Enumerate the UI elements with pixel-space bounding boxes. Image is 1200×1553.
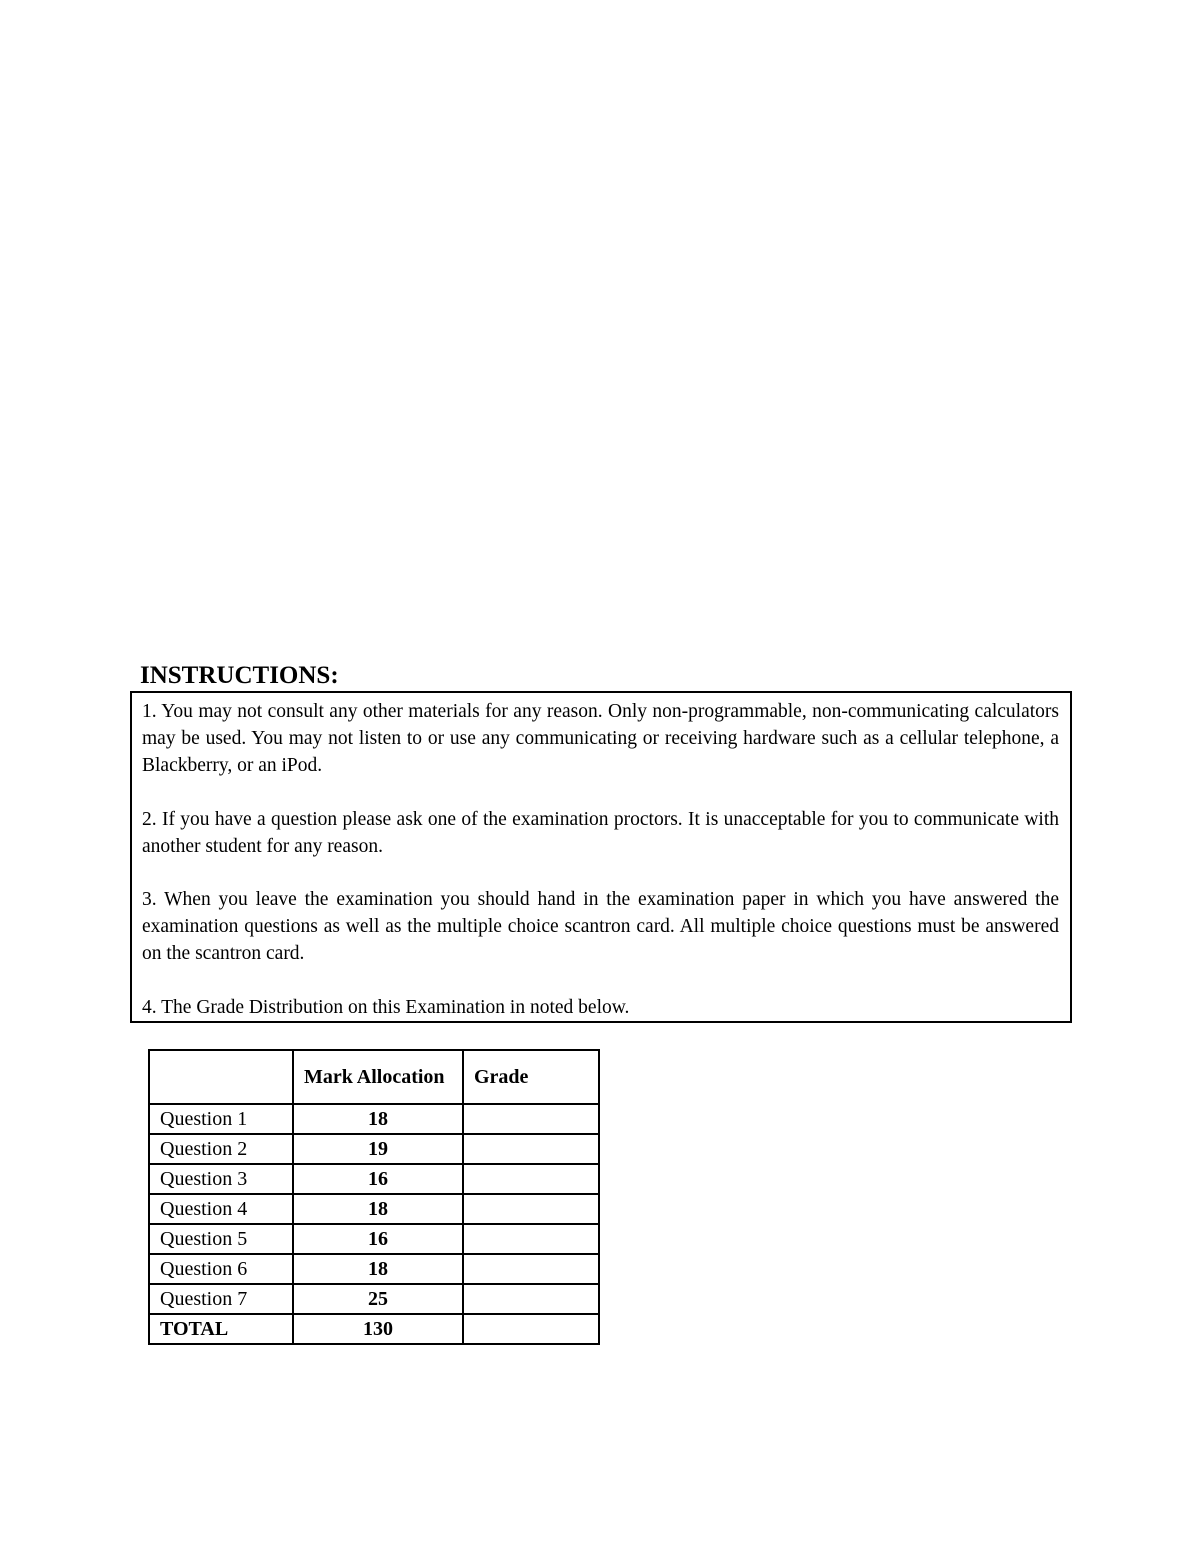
table-row — [149, 1224, 599, 1254]
row-label: Question 4 — [149, 1194, 293, 1224]
row-grade-cell — [463, 1104, 599, 1134]
instructions-box — [130, 691, 1072, 1023]
grade-distribution-table — [148, 1049, 600, 1345]
table-row — [149, 1134, 599, 1164]
total-grade-cell — [463, 1314, 599, 1344]
row-grade-cell — [463, 1164, 599, 1194]
row-mark: 16 — [293, 1224, 463, 1254]
table-row — [149, 1164, 599, 1194]
instructions-heading: INSTRUCTIONS: — [140, 662, 339, 689]
row-label: Question 2 — [149, 1134, 293, 1164]
total-mark: 130 — [293, 1314, 463, 1344]
row-label: Question 7 — [149, 1284, 293, 1314]
instruction-item-2: 2. If you have a question please ask one of the examination proctors. It is unacceptable for you to communicate with another student for any reason. — [142, 809, 1059, 857]
header-blank — [149, 1050, 293, 1104]
table-row-total — [149, 1314, 599, 1344]
table-row — [149, 1104, 599, 1134]
row-grade-cell — [463, 1224, 599, 1254]
row-label: Question 6 — [149, 1254, 293, 1284]
row-mark: 19 — [293, 1134, 463, 1164]
table-row — [149, 1194, 599, 1224]
instruction-item-4: 4. The Grade Distribution on this Examination in noted below. — [142, 997, 630, 1018]
row-mark: 16 — [293, 1164, 463, 1194]
table-row — [149, 1254, 599, 1284]
instruction-item-3: 3. When you leave the examination you should hand in the examination paper in which you have answered the examination questions as well as the multiple choice scantron card. All multiple choice questions must be answered on the scantron card. — [142, 889, 1059, 964]
row-label: Question 1 — [149, 1104, 293, 1134]
table-header-row — [149, 1050, 599, 1104]
header-grade: Grade — [463, 1050, 599, 1104]
row-mark: 25 — [293, 1284, 463, 1314]
table-row — [149, 1284, 599, 1314]
row-grade-cell — [463, 1194, 599, 1224]
row-grade-cell — [463, 1254, 599, 1284]
row-grade-cell — [463, 1284, 599, 1314]
row-label: Question 3 — [149, 1164, 293, 1194]
header-mark-allocation: Mark Allocation — [293, 1050, 463, 1104]
total-label: TOTAL — [149, 1314, 293, 1344]
row-grade-cell — [463, 1134, 599, 1164]
row-label: Question 5 — [149, 1224, 293, 1254]
row-mark: 18 — [293, 1194, 463, 1224]
row-mark: 18 — [293, 1254, 463, 1284]
row-mark: 18 — [293, 1104, 463, 1134]
instruction-item-1: 1. You may not consult any other materials for any reason. Only non-programmable, non-communicating calculators may be used. You may not listen to or use any communicating or receiving hardware such as a cellular telephone, a Blackberry, or an iPod. — [142, 701, 1059, 776]
